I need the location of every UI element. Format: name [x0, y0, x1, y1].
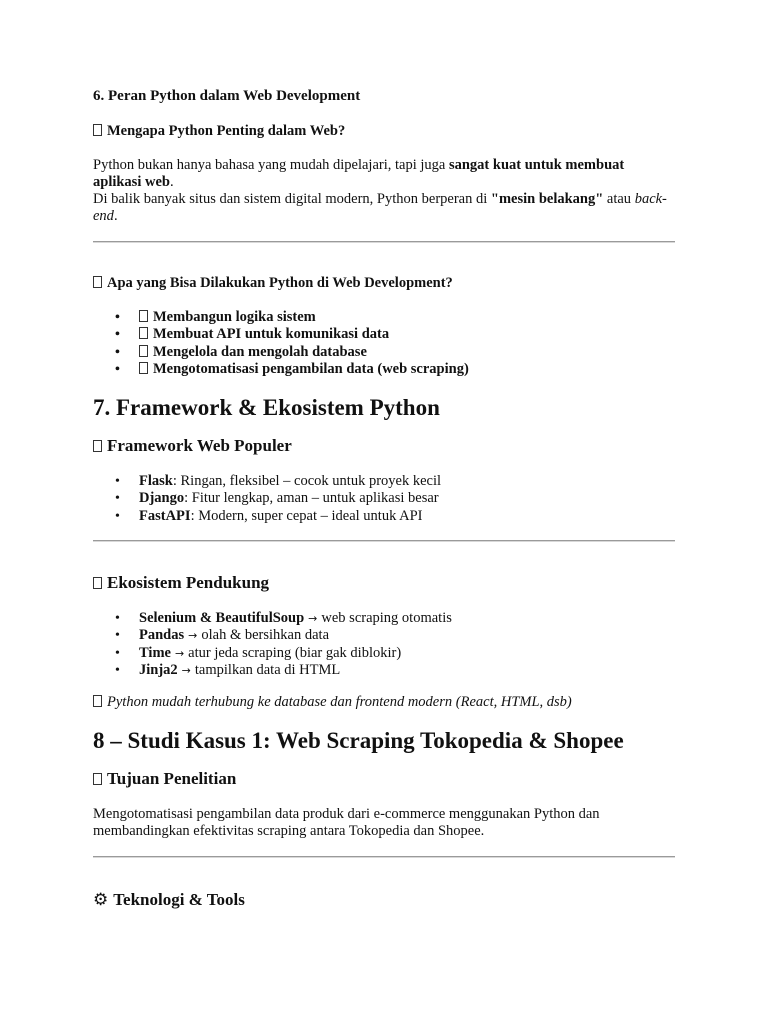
missing-glyph-icon — [139, 362, 148, 374]
list-item: • Django: Fitur lengkap, aman – untuk aplikasi besar — [93, 490, 441, 507]
missing-glyph-icon — [93, 440, 102, 452]
section-6-title: 6. Peran Python dalam Web Development — [93, 88, 361, 104]
goal-heading: Tujuan Penelitian — [93, 769, 236, 789]
gear-icon: ⚙ — [93, 890, 109, 910]
ecosystem-list — [93, 610, 452, 679]
missing-glyph-icon — [93, 695, 102, 707]
list-item: • Mengelola dan mengolah database — [93, 344, 469, 361]
arrow-right-icon: → — [308, 612, 318, 625]
section-7-title: 7. Framework & Ekosistem Python — [93, 395, 440, 420]
missing-glyph-icon — [93, 276, 102, 288]
list-item: • Time → atur jeda scraping (biar gak diblokir) — [93, 645, 452, 662]
list-item: • FastAPI: Modern, super cepat – ideal untuk API — [93, 508, 441, 525]
list-item: • Flask: Ringan, fleksibel – cocok untuk proyek kecil — [93, 473, 441, 490]
horizontal-divider — [93, 856, 675, 858]
horizontal-divider — [93, 540, 675, 542]
goal-paragraph: Mengotomatisasi pengambilan data produk dari e-commerce menggunakan Python dan membandingkan efektivitas scraping antara Tokopedia dan Shopee. — [93, 806, 600, 839]
missing-glyph-icon — [93, 124, 102, 136]
frameworks-heading: Framework Web Populer — [93, 436, 292, 456]
missing-glyph-icon — [93, 773, 102, 785]
what-python-heading: Apa yang Bisa Dilakukan Python di Web Development? — [93, 275, 453, 292]
frameworks-list — [93, 473, 441, 525]
tools-heading: ⚙ Teknologi & Tools — [93, 890, 245, 910]
list-item: • Membangun logika sistem — [93, 309, 469, 326]
missing-glyph-icon — [139, 310, 148, 322]
list-item: • Membuat API untuk komunikasi data — [93, 326, 469, 343]
list-item: • Jinja2 → tampilkan data di HTML — [93, 662, 452, 679]
why-python-paragraph: Python bukan hanya bahasa yang mudah dipelajari, tapi juga sangat kuat untuk membuat aplikasi web. Di balik banyak situs dan sistem digital modern, Python berperan di "mesin belakang" atau back-end. — [93, 157, 667, 224]
missing-glyph-icon — [93, 577, 102, 589]
why-python-heading: Mengapa Python Penting dalam Web? — [93, 123, 345, 140]
horizontal-divider — [93, 241, 675, 243]
ecosystem-note: Python mudah terhubung ke database dan frontend modern (React, HTML, dsb) — [93, 694, 572, 711]
arrow-right-icon: → — [174, 646, 185, 660]
arrow-right-icon: → — [188, 629, 198, 643]
arrow-right-icon: → — [181, 663, 191, 677]
ecosystem-heading: Ekosistem Pendukung — [93, 573, 269, 593]
capabilities-list — [93, 309, 469, 378]
section-8-title: 8 – Studi Kasus 1: Web Scraping Tokopedia & Shopee — [93, 728, 624, 753]
list-item: • Mengotomatisasi pengambilan data (web scraping) — [93, 361, 469, 378]
list-item: • Pandas → olah & bersihkan data — [93, 627, 452, 644]
list-item: • Selenium & BeautifulSoup → web scraping otomatis — [93, 610, 452, 627]
missing-glyph-icon — [139, 345, 148, 357]
missing-glyph-icon — [139, 327, 148, 339]
